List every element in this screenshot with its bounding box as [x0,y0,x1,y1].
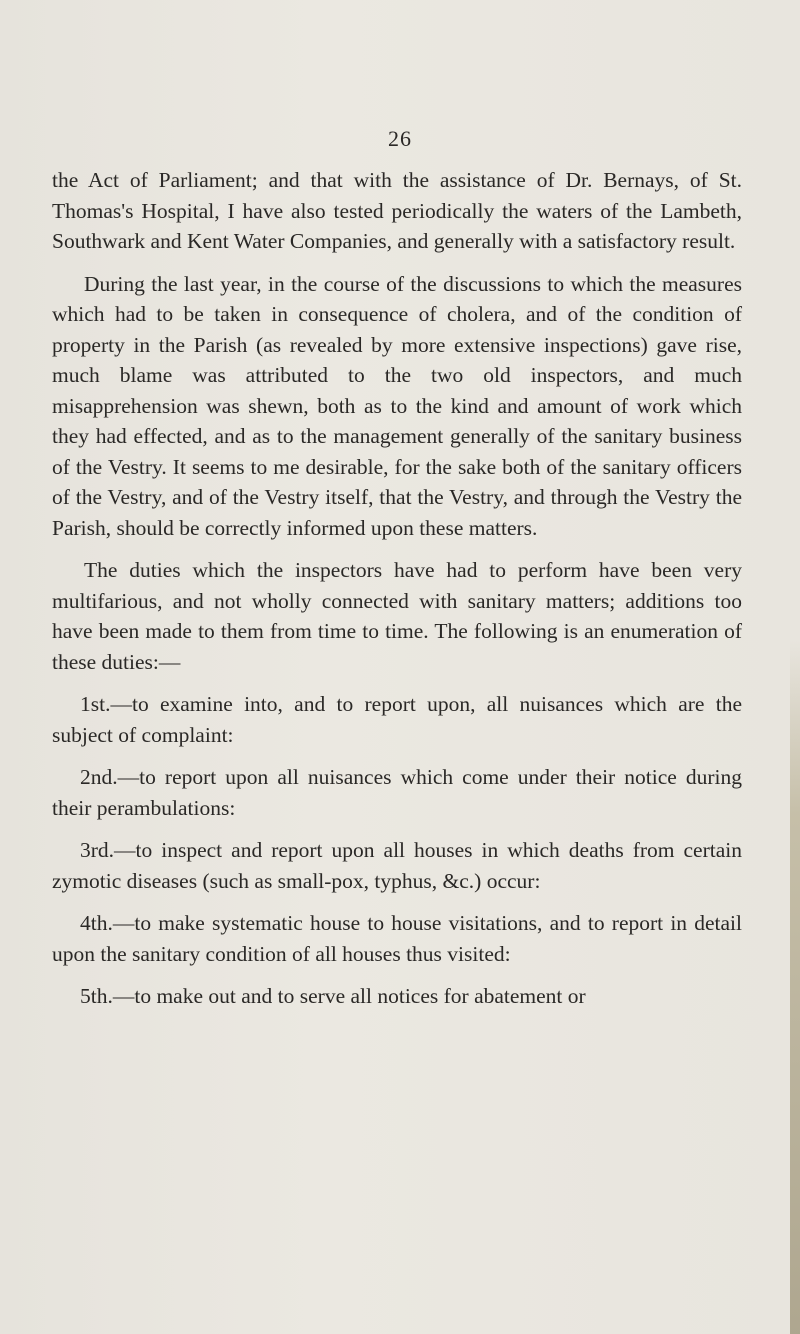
paragraph-continuation: the Act of Parliament; and that with the assistance of Dr. Bernays, of St. Thomas's Hospital, I have also tested periodically the waters of the Lambeth, Southwark and Kent Water Companies, and generally with a satisfactory result. [52,168,742,253]
page-edge-shadow [790,640,800,1334]
paragraph-inspectors-blame: During the last year, in the course of the discussions to which the measures which had to be taken in consequence of cholera, and of the condition of property in the Parish (as revealed by more extensive inspections) gave rise, much blame was attributed to the two old inspectors, and much misapprehension was shewn, both as to the kind and amount of work which they had effected, and as to the management generally of the sanitary business of the Vestry. It seems to me desirable, for the sake both of the sanitary officers of the Vestry, and of the Vestry itself, that the Vestry, and through the Vestry the Parish, should be correctly informed upon these matters. [52,271,742,540]
body-text [52,165,742,1024]
duty-item-4: 4th.—to make systematic house to house visitations, and to report in detail upon the sanitary condition of all houses thus visited: [52,911,742,966]
duty-item-5: 5th.—to make out and to serve all notices for abatement or [80,984,586,1008]
duty-item-3: 3rd.—to inspect and report upon all houses in which deaths from certain zymotic diseases (such as small-pox, typhus, &c.) occur: [52,838,742,893]
duty-item-1: 1st.—to examine into, and to report upon, all nuisances which are the subject of complaint: [52,692,742,747]
page-number: 26 [388,126,412,151]
duty-item-2: 2nd.—to report upon all nuisances which come under their notice during their perambulations: [52,765,742,820]
paragraph-duties-intro: The duties which the inspectors have had to perform have been very multifarious, and not wholly connected with sanitary matters; additions too have been made to them from time to time. The following is an enumeration of these duties:— [52,558,742,674]
